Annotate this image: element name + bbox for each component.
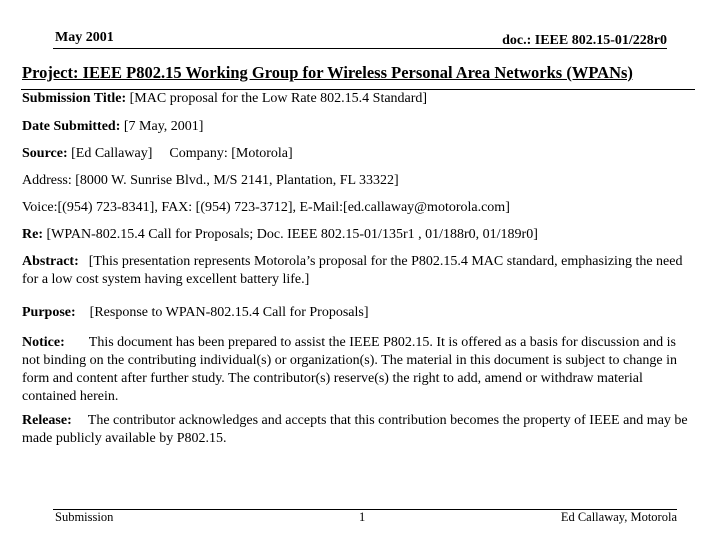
project-title: Project: IEEE P802.15 Working Group for Wireless Personal Area Networks (WPANs) [22,63,633,82]
footer-author: Ed Callaway, Motorola [560,510,677,524]
submission-title-row [22,90,427,108]
date-submitted-label: Date Submitted: [22,119,121,134]
notice-value: This document has been prepared to assist the IEEE P802.15. It is offered as a basis for discussion and is not binding on the contributing individual(s) or organization(s). The material in this document is subject to change in form and content after further study. The contributor(s) reserve(s) the right to add, amend or withdraw material contained herein. [22,335,678,404]
submission-title-label: Submission Title: [22,91,127,106]
company-value: Company: [Motorola] [169,146,293,161]
date-submitted-value: [7 May, 2001] [123,119,204,134]
abstract-block [22,253,694,289]
header-date: May 2001 [55,30,114,45]
abstract-label: Abstract: [22,254,79,269]
address-line: Address: [8000 W. Sunrise Blvd., M/S 2141, Plantation, FL 33322] [22,173,399,188]
re-row [22,226,538,244]
abstract-value: [This presentation represents Motorola’s proposal for the P802.15.4 MAC standard, emphasizing the need for a low cost system having excellent battery life.] [22,254,683,287]
source-value: [Ed Callaway] [71,146,153,161]
purpose-row [22,304,369,322]
date-submitted-row [22,118,203,136]
re-value: [WPAN-802.15.4 Call for Proposals; Doc. IEEE 802.15-01/135r1 , 01/188r0, 01/189r0] [46,227,538,242]
submission-title-value: [MAC proposal for the Low Rate 802.15.4 Standard] [129,91,428,106]
header-divider [53,48,667,49]
purpose-label: Purpose: [22,305,76,320]
header-doc-id: doc.: IEEE 802.15-01/228r0 [502,33,667,48]
release-label: Release: [22,413,72,428]
source-label: Source: [22,146,68,161]
notice-label: Notice: [22,335,65,350]
footer-page-number: 1 [359,510,366,524]
notice-block [22,334,694,406]
source-row [22,145,293,163]
footer-submission: Submission [55,510,114,524]
release-block [22,412,694,448]
purpose-value: [Response to WPAN-802.15.4 Call for Proposals] [89,305,369,320]
re-label: Re: [22,227,43,242]
contact-line: Voice:[(954) 723-8341], FAX: [(954) 723-3712], E-Mail:[ed.callaway@motorola.com] [22,200,510,215]
release-value: The contributor acknowledges and accepts that this contribution becomes the property of IEEE and may be made publicly available by P802.15. [22,413,688,446]
